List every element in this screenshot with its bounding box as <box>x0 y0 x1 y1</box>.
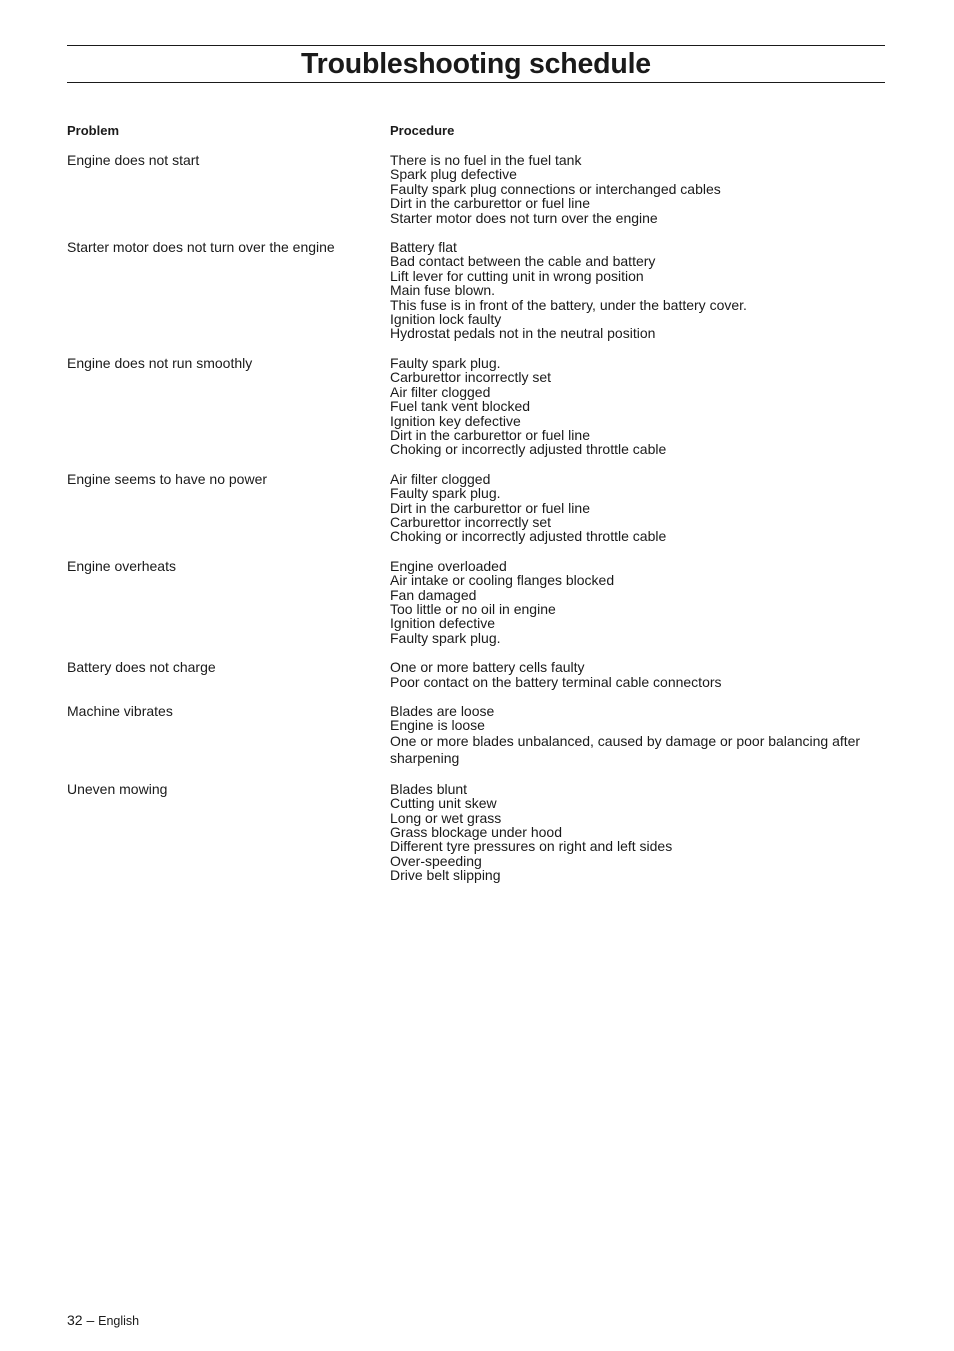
problem-cell: Engine overheats <box>67 557 176 574</box>
table-row <box>0 704 954 767</box>
procedure-item: Long or wet grass <box>390 809 502 826</box>
procedure-item: Choking or incorrectly adjusted throttle cable <box>390 528 667 545</box>
procedure-item: Battery flat <box>390 239 457 256</box>
procedure-column-header: Procedure <box>390 123 455 138</box>
procedure-item: Ignition lock faulty <box>390 311 502 328</box>
page-number: 32 – <box>67 1312 95 1328</box>
procedure-item: Air filter clogged <box>390 470 491 487</box>
procedure-item: Faulty spark plug. <box>390 629 501 646</box>
procedure-item: Spark plug defective <box>390 166 517 183</box>
procedure-item: Bad contact between the cable and battery <box>390 253 656 270</box>
page-title: Troubleshooting schedule <box>301 48 651 80</box>
procedure-item: Faulty spark plug. <box>390 485 501 502</box>
procedure-item: Faulty spark plug. <box>390 354 501 371</box>
procedure-item: Blades are loose <box>390 703 495 719</box>
procedure-item: Ignition key defective <box>390 412 521 429</box>
procedure-item: Dirt in the carburettor or fuel line <box>390 426 590 443</box>
problem-cell: Machine vibrates <box>67 703 173 719</box>
procedure-cell <box>390 660 870 689</box>
title-block <box>67 45 885 83</box>
procedure-item: Air intake or cooling flanges blocked <box>390 572 615 589</box>
procedure-item: Carburettor incorrectly set <box>390 513 552 530</box>
procedure-item: There is no fuel in the fuel tank <box>390 152 582 168</box>
procedure-cell <box>390 153 870 225</box>
table-row <box>0 356 954 457</box>
problem-cell: Engine does not run smoothly <box>67 354 253 371</box>
procedure-item: Faulty spark plug connections or interchanged cables <box>390 180 721 197</box>
problem-cell: Engine does not start <box>67 152 200 168</box>
procedure-item: Fan damaged <box>390 586 477 603</box>
procedure-item: Engine overloaded <box>390 557 507 574</box>
procedure-item: Cutting unit skew <box>390 795 497 812</box>
problem-cell: Uneven mowing <box>67 780 168 797</box>
procedure-item: Different tyre pressures on right and left sides <box>390 838 673 855</box>
procedure-item: Fuel tank vent blocked <box>390 398 531 415</box>
table-row <box>0 782 954 883</box>
procedure-item: Poor contact on the battery terminal cable connectors <box>390 673 722 690</box>
procedure-item: Blades blunt <box>390 780 468 797</box>
page-footer <box>67 1312 139 1330</box>
procedure-item: Dirt in the carburettor or fuel line <box>390 195 590 212</box>
problem-cell: Battery does not charge <box>67 659 216 676</box>
procedure-item: Hydrostat pedals not in the neutral position <box>390 325 656 342</box>
table-row <box>0 240 954 341</box>
procedure-item: Drive belt slipping <box>390 867 501 884</box>
procedure-item: Carburettor incorrectly set <box>390 369 552 386</box>
problem-cell: Starter motor does not turn over the engine <box>67 239 335 256</box>
procedure-item: Lift lever for cutting unit in wrong position <box>390 267 644 284</box>
procedure-cell <box>390 559 870 645</box>
table-row <box>0 472 954 544</box>
procedure-item: Main fuse blown. <box>390 282 496 299</box>
procedure-item: Engine is loose <box>390 717 485 734</box>
procedure-item: Choking or incorrectly adjusted throttle cable <box>390 441 667 458</box>
procedure-cell <box>390 472 870 544</box>
procedure-item: Grass blockage under hood <box>390 824 562 841</box>
procedure-item: Dirt in the carburettor or fuel line <box>390 499 590 516</box>
table-row <box>0 153 954 225</box>
problem-cell: Engine seems to have no power <box>67 470 268 487</box>
procedure-item: This fuse is in front of the battery, under the battery cover. <box>390 296 747 313</box>
problem-column-header: Problem <box>67 123 120 138</box>
procedure-item: Over-speeding <box>390 852 482 869</box>
footer-language: English <box>98 1314 140 1328</box>
procedure-item: One or more blades unbalanced, caused by damage or poor balancing after sharpening <box>390 732 861 766</box>
troubleshooting-table <box>0 153 954 898</box>
procedure-item: Ignition defective <box>390 615 496 632</box>
procedure-item: Too little or no oil in engine <box>390 600 556 617</box>
table-row <box>0 660 954 689</box>
procedure-item: Air filter clogged <box>390 383 491 400</box>
procedure-item: One or more battery cells faulty <box>390 659 585 676</box>
table-row <box>0 559 954 645</box>
procedure-cell <box>390 356 870 457</box>
procedure-cell <box>390 704 870 767</box>
procedure-cell <box>390 782 870 883</box>
procedure-item: Starter motor does not turn over the engine <box>390 209 658 226</box>
procedure-cell <box>390 240 870 341</box>
